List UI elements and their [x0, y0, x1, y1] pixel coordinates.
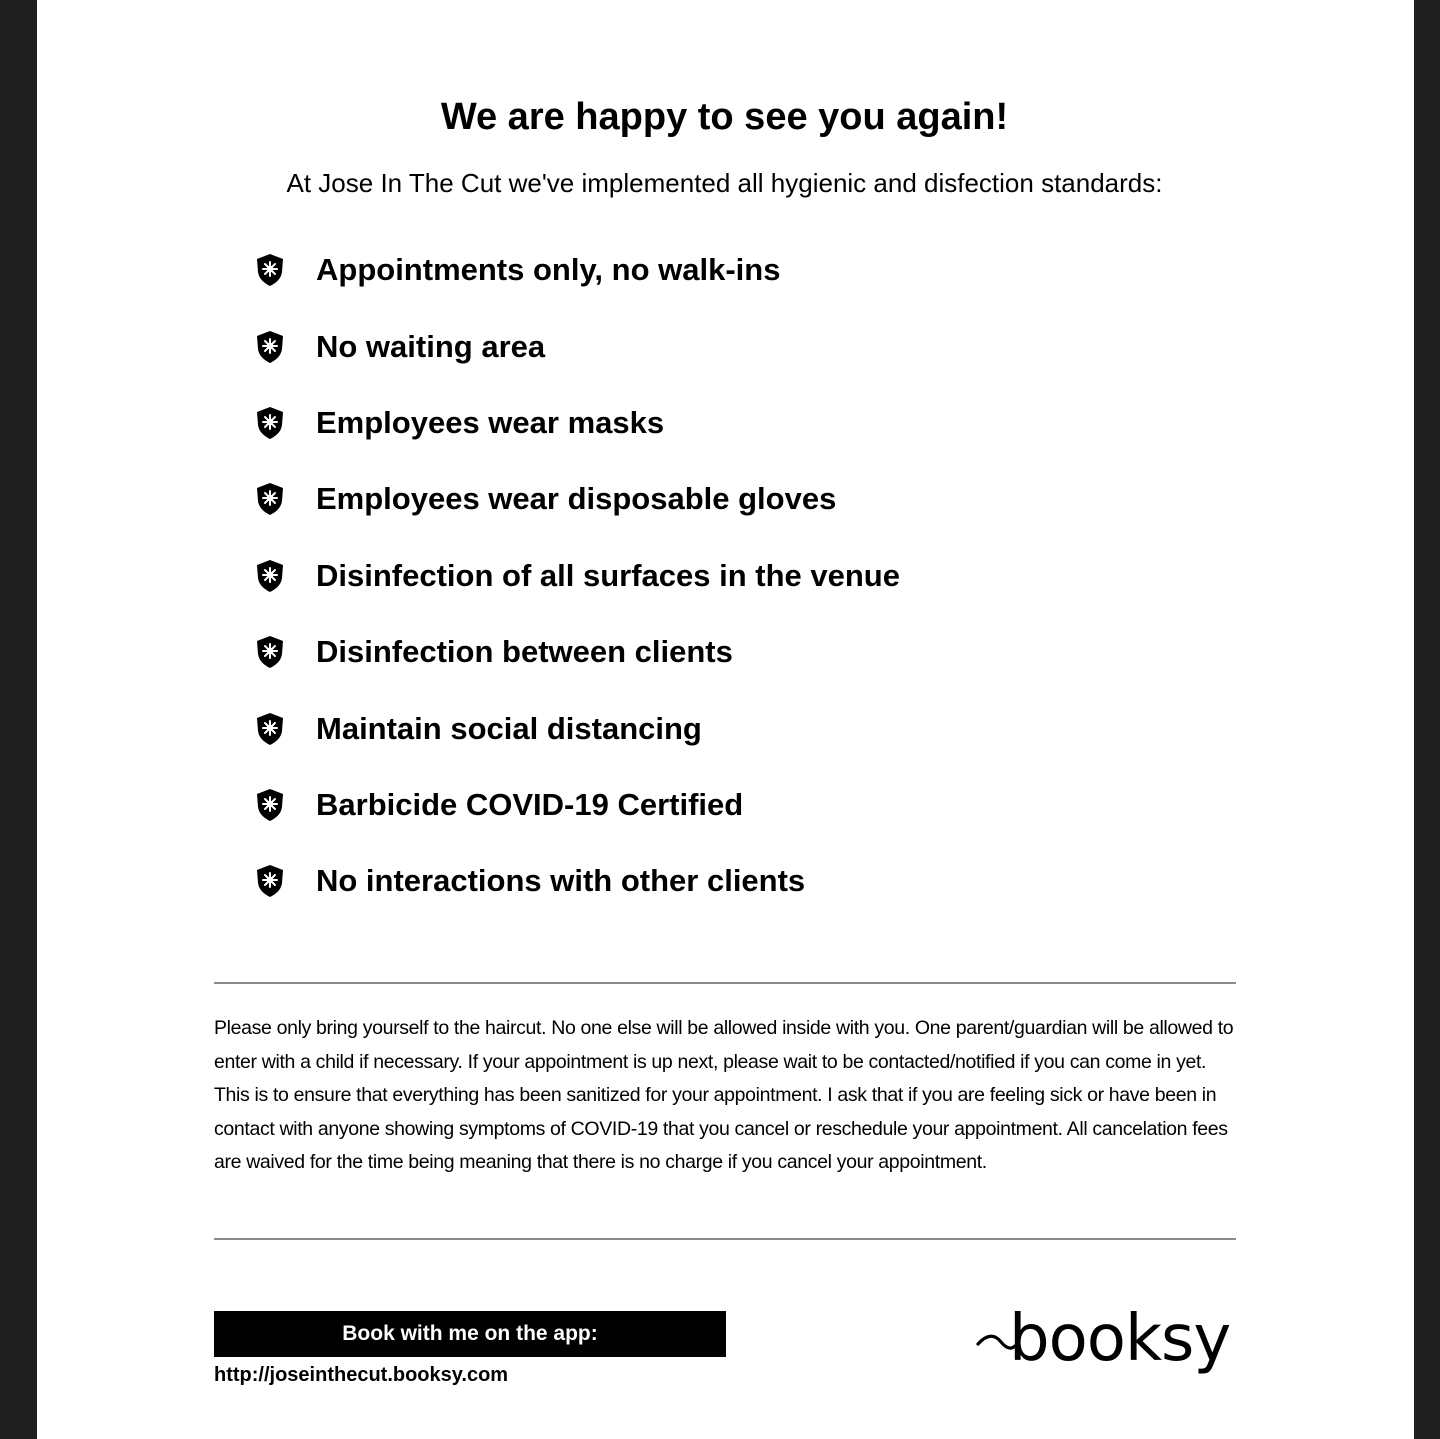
- shield-icon: [255, 559, 285, 593]
- rule-item: [255, 843, 900, 919]
- shield-icon: [255, 864, 285, 898]
- divider-top: [214, 982, 1236, 984]
- notice-page: [37, 0, 1414, 1439]
- rule-item: [255, 232, 900, 308]
- shield-icon: [255, 330, 285, 364]
- shield-icon: [255, 253, 285, 287]
- rule-item: [255, 385, 900, 461]
- rule-text: Disinfection between clients: [316, 634, 733, 670]
- rule-text: Appointments only, no walk-ins: [316, 252, 781, 288]
- page-subtitle: At Jose In The Cut we've implemented all hygienic and disfection standards:: [286, 168, 1163, 198]
- frame-edge: [1414, 0, 1440, 1439]
- rule-text: Employees wear disposable gloves: [316, 481, 837, 517]
- booksy-logo: [975, 1300, 1237, 1380]
- shield-icon: [255, 712, 285, 746]
- shield-icon: [255, 788, 285, 822]
- rule-item: [255, 614, 900, 690]
- shield-icon: [255, 635, 285, 669]
- svg-text:booksy: booksy: [1009, 1302, 1231, 1376]
- shield-icon: [255, 482, 285, 516]
- rule-text: Disinfection of all surfaces in the venue: [316, 557, 900, 593]
- rule-item: [255, 461, 900, 537]
- rule-text: Barbicide COVID-19 Certified: [316, 786, 744, 822]
- notice-paragraph: Please only bring yourself to the haircut. No one else will be allowed inside with you. One parent/guardian will be allowed to enter with a child if necessary. If your appointment is up next, please wait to be contacted/notified if you can come in yet. This is to ensure that everything has been sanitized for your appointment. I ask that if you are feeling sick or have been in contact with anyone showing symptoms of COVID-19 that you cancel or reschedule your appointment. All cancelation fees are waived for the time being meaning that there is no charge if you cancel your appointment.: [214, 1017, 1234, 1174]
- rule-text: Maintain social distancing: [316, 710, 702, 746]
- booking-link[interactable]: http://joseinthecut.booksy.com: [214, 1364, 509, 1386]
- divider-bottom: [214, 1238, 1236, 1240]
- hygiene-rules-list: [255, 232, 900, 920]
- rule-item: [255, 767, 900, 843]
- page-title: We are happy to see you again!: [440, 96, 1009, 138]
- rule-text: No waiting area: [316, 328, 546, 364]
- book-banner: Book with me on the app:: [214, 1311, 726, 1357]
- shield-icon: [255, 406, 285, 440]
- rule-item: [255, 690, 900, 766]
- rule-item: [255, 538, 900, 614]
- rule-text: Employees wear masks: [316, 404, 665, 440]
- rule-item: [255, 308, 900, 384]
- rule-text: No interactions with other clients: [316, 863, 806, 899]
